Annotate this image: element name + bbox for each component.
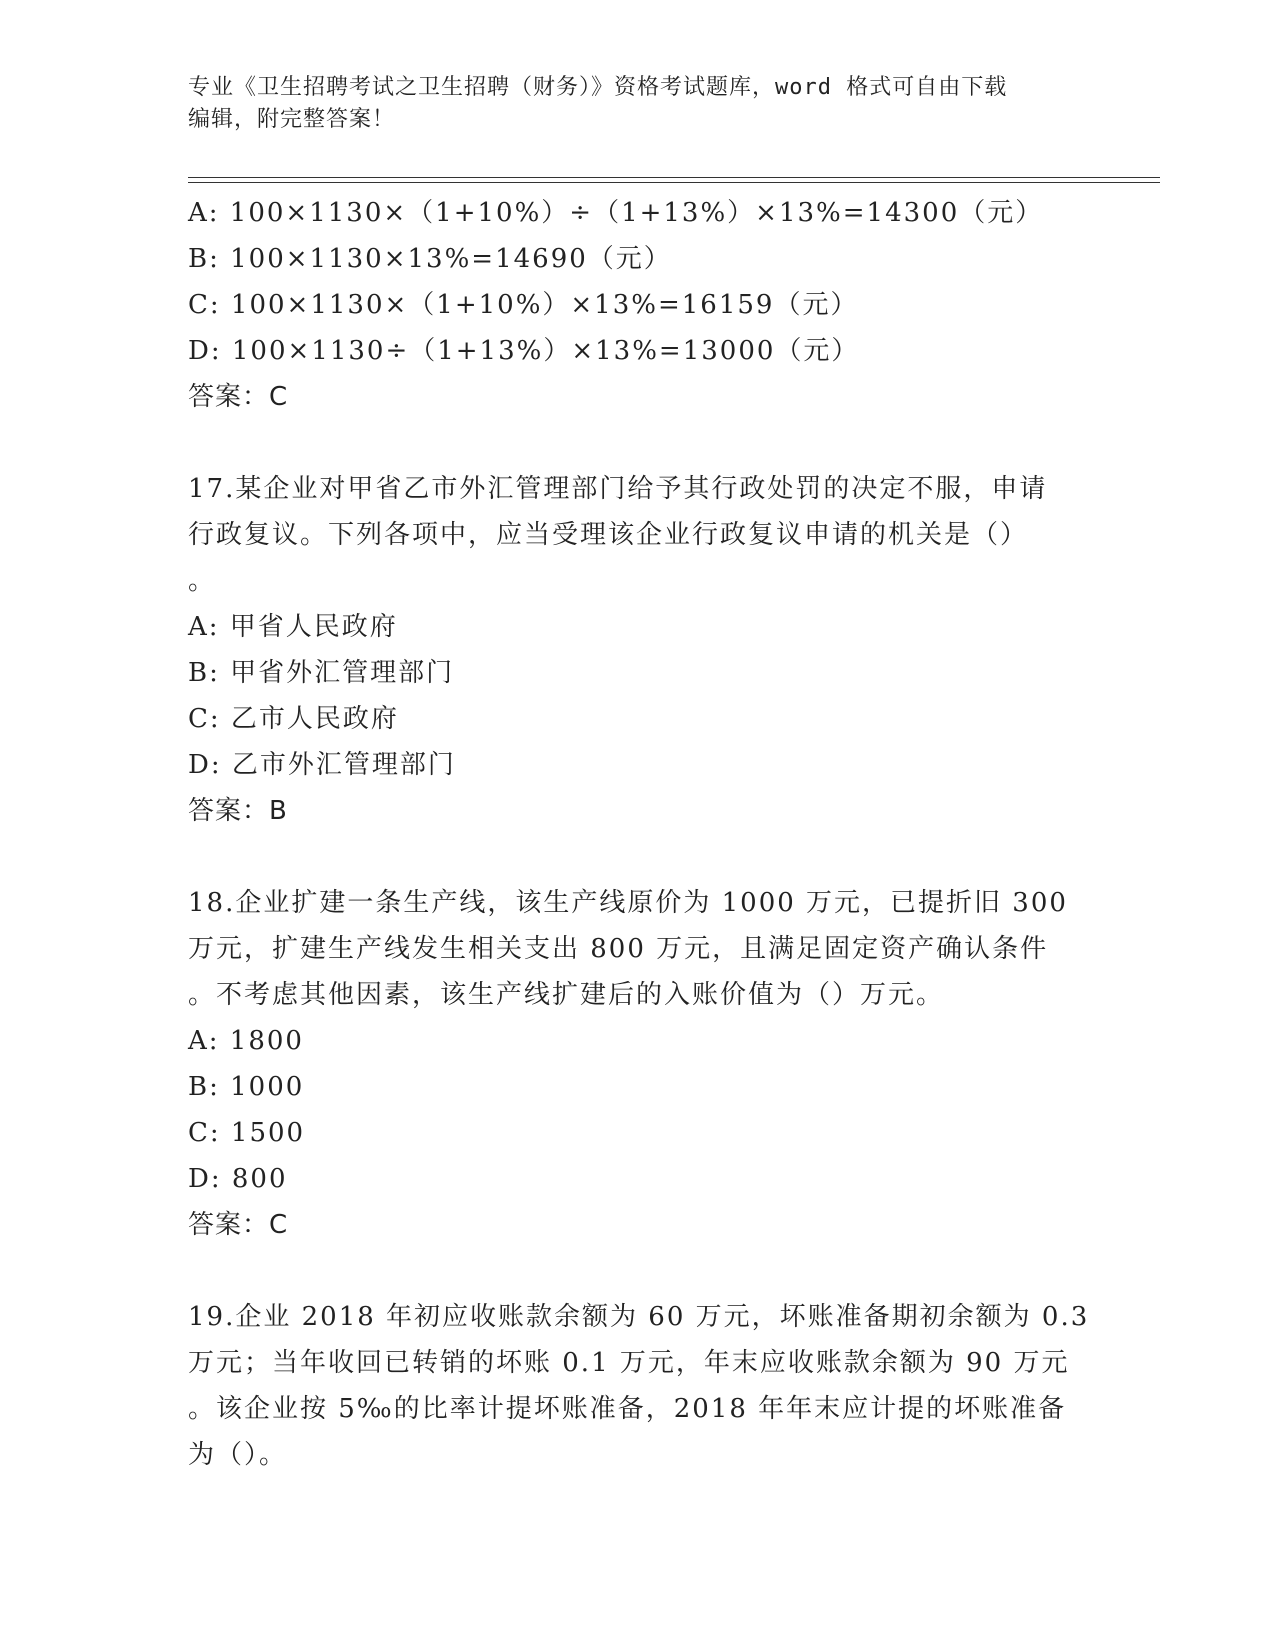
question-content (188, 190, 1118, 1478)
question-text-line: 17.某企业对甲省乙市外汇管理部门给予其行政处罚的决定不服，申请 (188, 474, 1048, 504)
option-d: D: 100×1130÷（1+13%）×13%=13000（元） (188, 336, 860, 366)
header-rule-top (188, 177, 1160, 178)
question-19 (188, 1294, 1118, 1478)
question-16 (188, 190, 1118, 420)
option-a: A: 1800 (188, 1026, 304, 1056)
question-text-line: 19.企业 2018 年初应收账款余额为 60 万元，坏账准备期初余额为 0.3 (188, 1302, 1090, 1332)
option-d: D: 800 (188, 1164, 288, 1194)
question-text-line: 行政复议。下列各项中，应当受理该企业行政复议申请的机关是（） (188, 520, 1029, 550)
answer: 答案：C (188, 382, 289, 412)
option-b: B: 1000 (188, 1072, 305, 1102)
option-b: B: 100×1130×13%=14690（元） (188, 244, 672, 274)
option-d: D: 乙市外汇管理部门 (188, 750, 456, 780)
question-18 (188, 880, 1118, 1248)
option-a: A: 100×1130×（1+10%）÷（1+13%）×13%=14300（元） (188, 198, 1044, 228)
option-c: C: 100×1130×（1+10%）×13%=16159（元） (188, 290, 859, 320)
answer: 答案：B (188, 796, 288, 826)
question-text-line: 。该企业按 5‰的比率计提坏账准备，2018 年年末应计提的坏账准备 (188, 1394, 1067, 1424)
header-rule-bottom (188, 182, 1160, 183)
question-text-line: 。不考虑其他因素，该生产线扩建后的入账价值为（）万元。 (188, 980, 945, 1010)
header-line-1: 专业《卫生招聘考试之卫生招聘（财务）》资格考试题库，word 格式可自由下载 (188, 75, 1008, 100)
answer: 答案：C (188, 1210, 289, 1240)
option-a: A: 甲省人民政府 (188, 612, 398, 642)
question-text-line: 。 (188, 566, 217, 596)
spacer (188, 1248, 1118, 1294)
question-text-line: 万元；当年收回已转销的坏账 0.1 万元，年末应收账款余额为 90 万元 (188, 1348, 1070, 1378)
spacer (188, 420, 1118, 466)
question-text-line: 万元，扩建生产线发生相关支出 800 万元，且满足固定资产确认条件 (188, 934, 1049, 964)
header-line-2: 编辑，附完整答案！ (188, 107, 396, 132)
spacer (188, 834, 1118, 880)
question-17 (188, 466, 1118, 834)
question-text-line: 18.企业扩建一条生产线，该生产线原价为 1000 万元，已提折旧 300 (188, 888, 1068, 918)
question-text-line: 为（）。 (188, 1440, 288, 1470)
document-header (188, 72, 1108, 136)
option-c: C: 乙市人民政府 (188, 704, 399, 734)
option-c: C: 1500 (188, 1118, 306, 1148)
option-b: B: 甲省外汇管理部门 (188, 658, 455, 688)
